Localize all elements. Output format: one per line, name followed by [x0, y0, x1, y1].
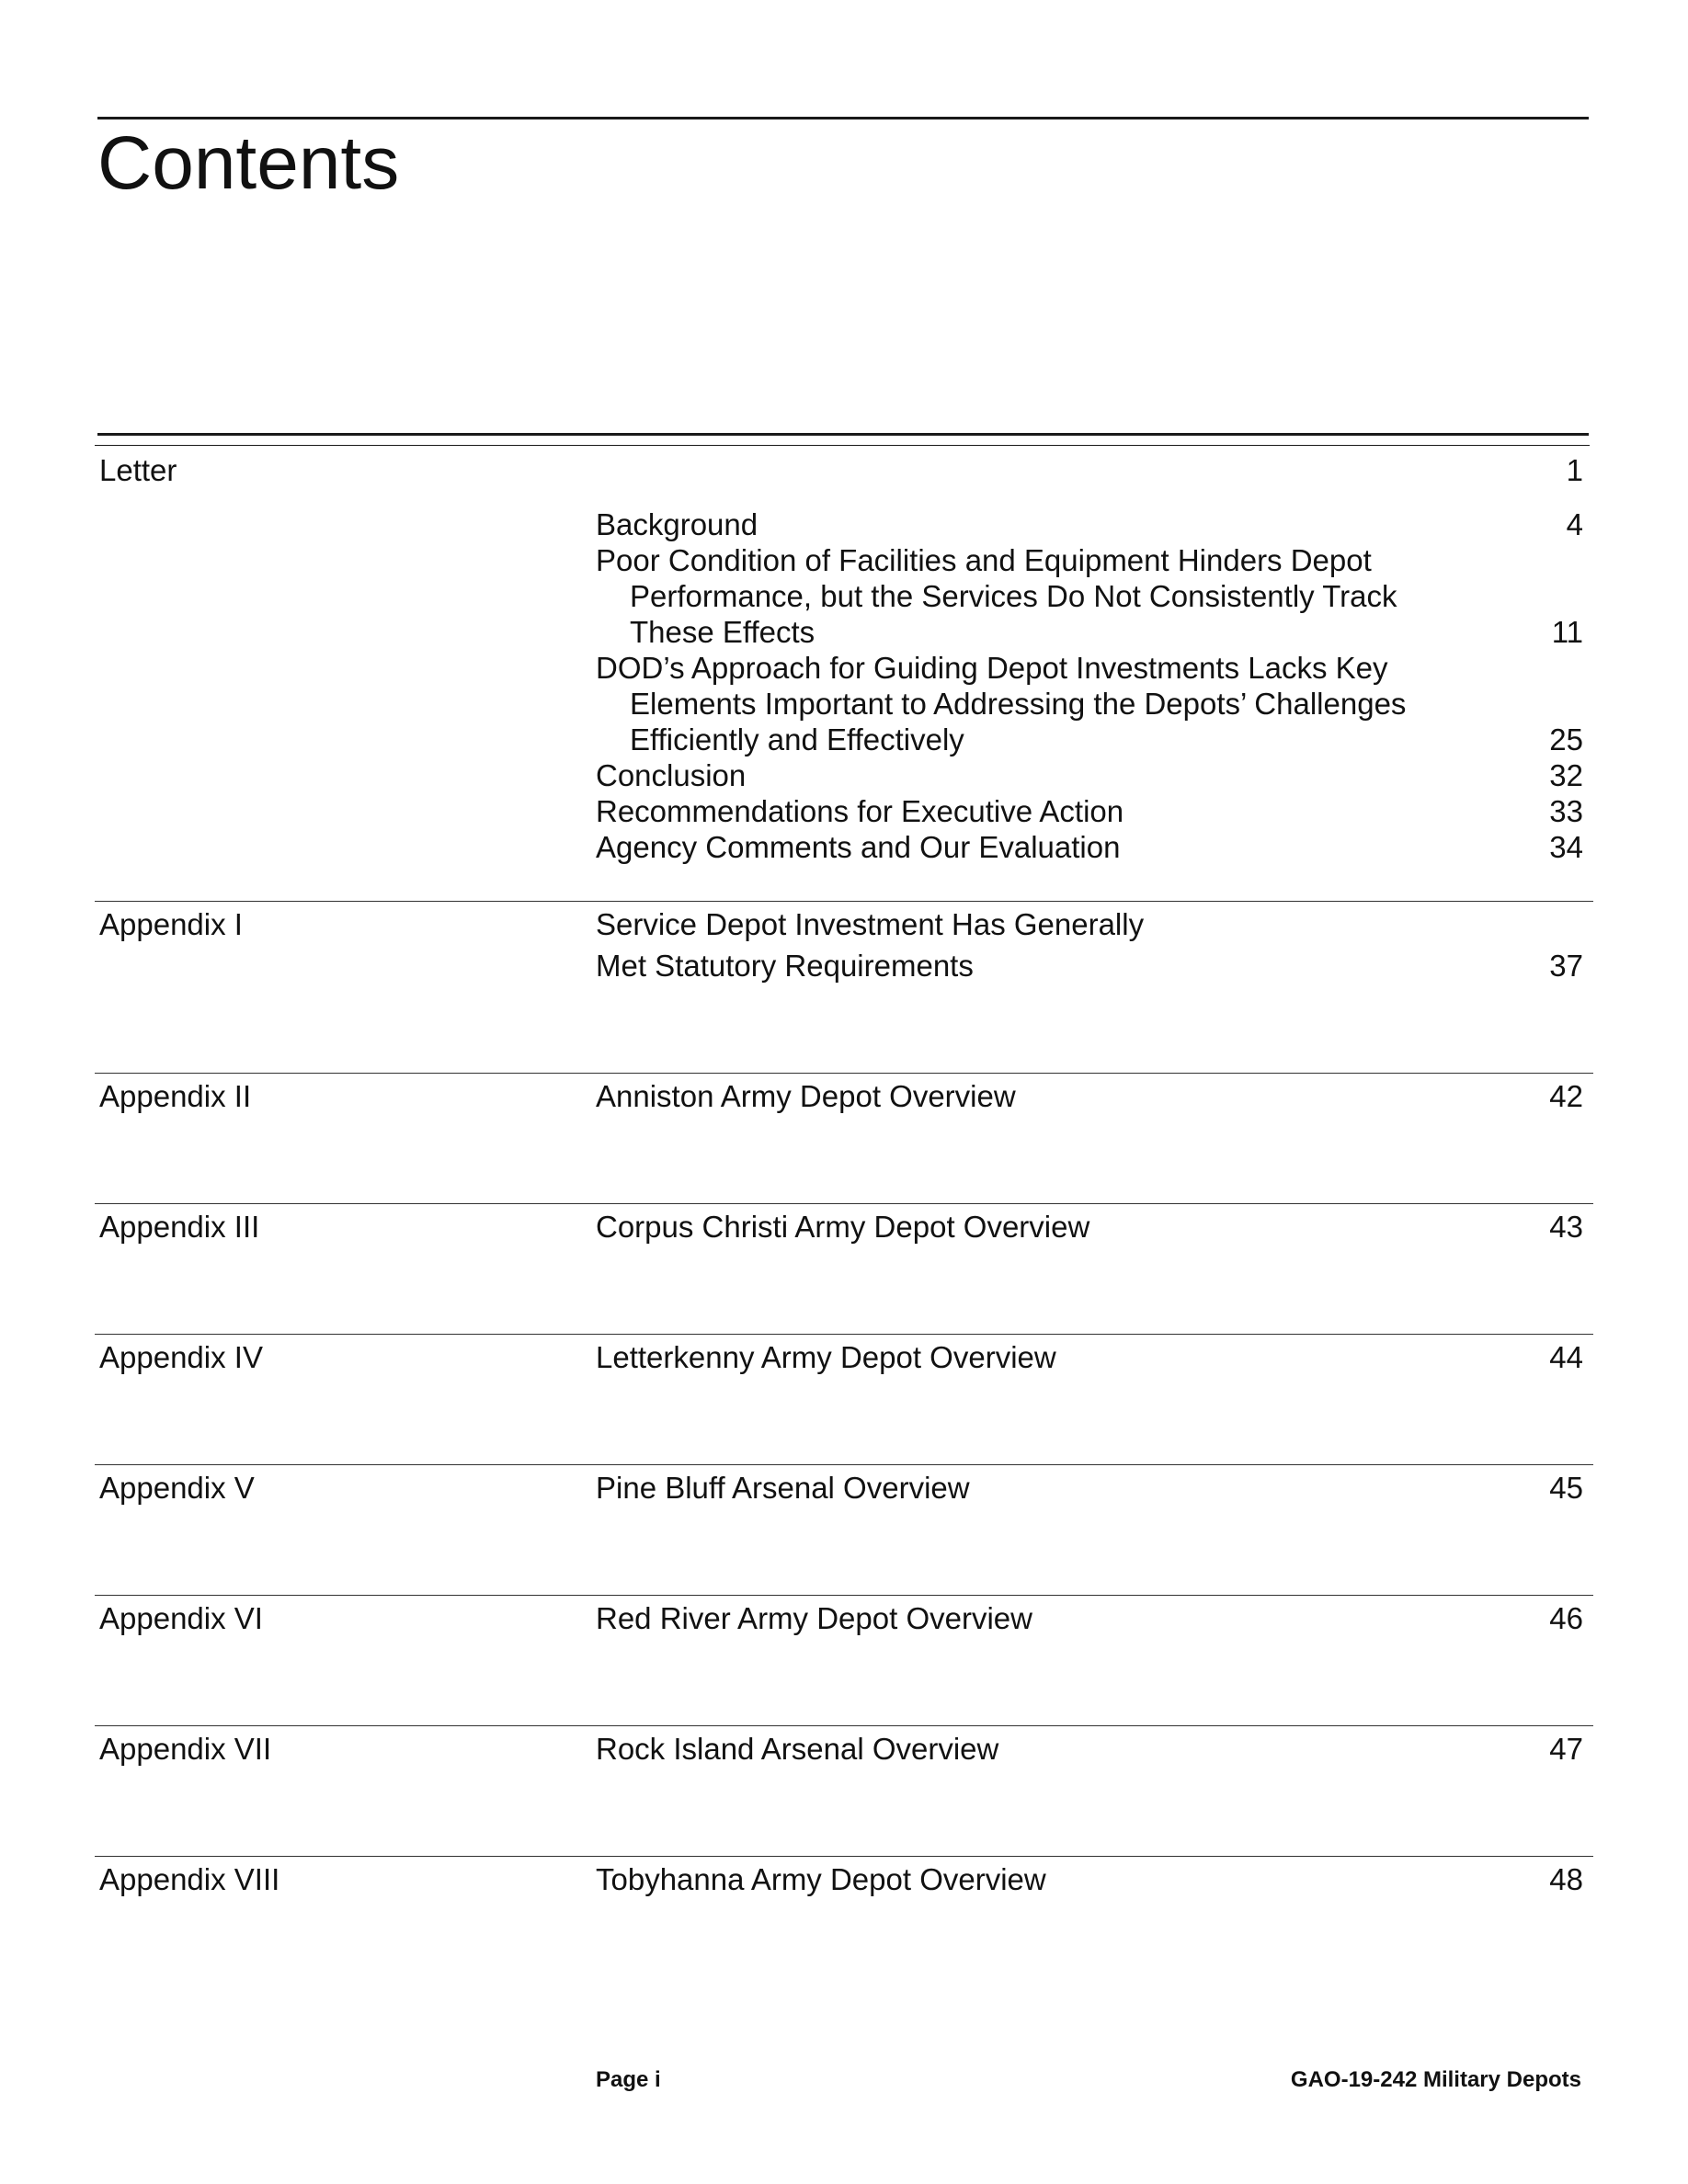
toc-page-number: 34 — [1549, 830, 1583, 864]
toc-entry-agency-comments: Agency Comments and Our Evaluation — [596, 830, 1121, 864]
footer-report-id: GAO-19-242 Military Depots — [1290, 2067, 1581, 2092]
toc-entry-recommendations: Recommendations for Executive Action — [596, 794, 1124, 828]
footer-page-label: Page i — [596, 2067, 661, 2092]
page-title: Contents — [97, 121, 400, 205]
toc-page-number: 43 — [1549, 1210, 1583, 1244]
toc-entry-conclusion: Conclusion — [596, 758, 747, 792]
toc-entry-poor-condition-line1: Poor Condition of Facilities and Equipment Hinders Depot — [596, 543, 1372, 577]
toc-entry-appendix-v: Pine Bluff Arsenal Overview — [596, 1471, 970, 1505]
toc-section-label-appendix-i: Appendix I — [99, 907, 243, 941]
toc-section-label-appendix-iv: Appendix IV — [99, 1340, 263, 1374]
toc-entry-appendix-iv: Letterkenny Army Depot Overview — [596, 1340, 1056, 1374]
toc-section-label-appendix-vi: Appendix VI — [99, 1601, 263, 1635]
section-divider — [95, 1464, 1593, 1465]
section-divider — [95, 1725, 1593, 1726]
section-divider — [95, 1203, 1593, 1204]
toc-entry-appendix-ii: Anniston Army Depot Overview — [596, 1079, 1016, 1113]
toc-entry-appendix-viii: Tobyhanna Army Depot Overview — [596, 1862, 1046, 1896]
toc-section-label-appendix-vii: Appendix VII — [99, 1732, 272, 1766]
toc-page-number: 45 — [1549, 1471, 1583, 1505]
toc-entry-appendix-i-line2: Met Statutory Requirements — [596, 949, 974, 983]
toc-page-number: 47 — [1549, 1732, 1583, 1766]
toc-page-number: 33 — [1549, 794, 1583, 828]
toc-entry-appendix-i-line1: Service Depot Investment Has Generally — [596, 907, 1145, 941]
toc-page-number: 46 — [1549, 1601, 1583, 1635]
section-divider — [95, 1334, 1593, 1335]
toc-section-label-appendix-viii: Appendix VIII — [99, 1862, 280, 1896]
toc-entry-dod-approach-line3: Efficiently and Effectively — [630, 722, 964, 756]
toc-page-number: 1 — [1566, 453, 1583, 487]
toc-section-label-appendix-v: Appendix V — [99, 1471, 255, 1505]
section-rule-thick — [97, 433, 1589, 436]
toc-page-number: 32 — [1549, 758, 1583, 792]
toc-entry-appendix-vii: Rock Island Arsenal Overview — [596, 1732, 999, 1766]
toc-entry-appendix-iii: Corpus Christi Army Depot Overview — [596, 1210, 1090, 1244]
section-divider — [95, 1073, 1593, 1074]
toc-page-number: 25 — [1549, 722, 1583, 756]
toc-entry-poor-condition-line2: Performance, but the Services Do Not Consistently Track — [630, 579, 1397, 613]
toc-entry-dod-approach-line2: Elements Important to Addressing the Depots’ Challenges — [630, 687, 1407, 721]
toc-entry-background: Background — [596, 507, 758, 541]
section-divider — [95, 901, 1593, 902]
toc-page-number: 44 — [1549, 1340, 1583, 1374]
toc-page-number: 48 — [1549, 1862, 1583, 1896]
toc-entry-appendix-vi: Red River Army Depot Overview — [596, 1601, 1032, 1635]
section-divider — [95, 1856, 1593, 1857]
toc-page-number: 11 — [1551, 615, 1583, 649]
toc-page-number: 42 — [1549, 1079, 1583, 1113]
toc-page-number: 37 — [1549, 949, 1583, 983]
section-rule-thin — [95, 445, 1590, 446]
section-divider — [95, 1595, 1593, 1596]
toc-entry-poor-condition-line3: These Effects — [630, 615, 815, 649]
toc-entry-dod-approach-line1: DOD’s Approach for Guiding Depot Investments Lacks Key — [596, 651, 1388, 685]
toc-section-label-appendix-ii: Appendix II — [99, 1079, 252, 1113]
toc-section-label-letter: Letter — [99, 453, 177, 487]
toc-section-label-appendix-iii: Appendix III — [99, 1210, 260, 1244]
toc-page-number: 4 — [1566, 507, 1583, 541]
